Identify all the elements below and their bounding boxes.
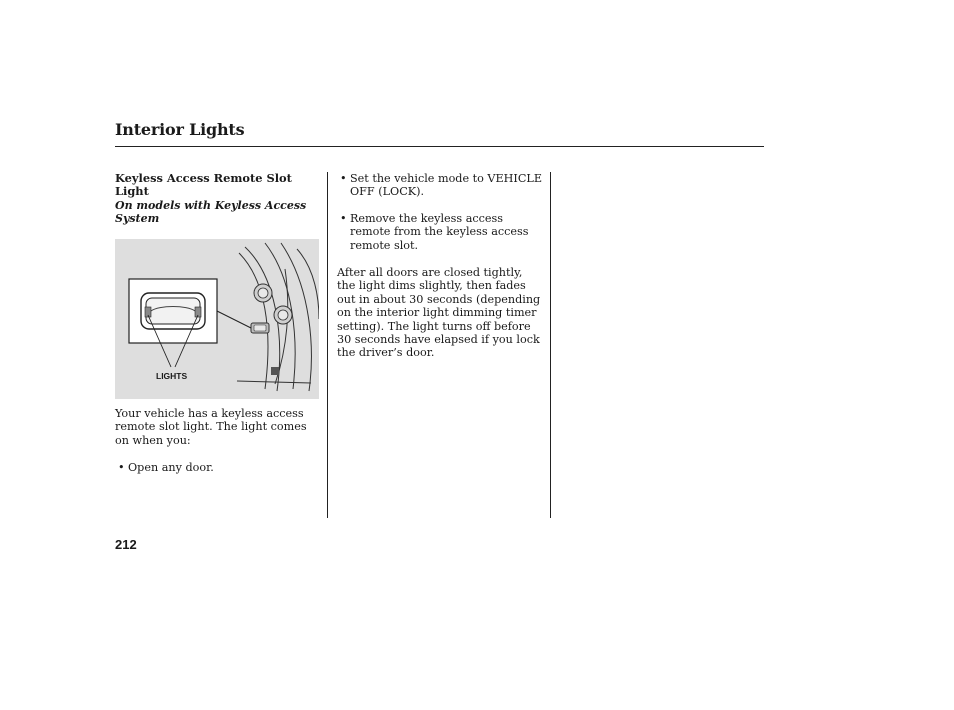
column-divider-left <box>327 172 328 518</box>
timer-paragraph: After all doors are closed tightly, the light dims slightly, then fades out in about 30 seconds (depending on the interior light dimming timer setting). The light turns off before 30 seconds have elapsed if you lock the driver’s door. <box>337 266 541 360</box>
page-title: Interior Lights <box>115 120 245 139</box>
bullet-open-door: • Open any door. <box>115 461 320 474</box>
column-left <box>115 172 320 474</box>
column-divider-right <box>550 172 551 518</box>
page-number: 212 <box>115 537 137 552</box>
bullet-remove-remote: • Remove the keyless access remote from the keyless access remote slot. <box>337 212 544 252</box>
section-subheading: On models with Keyless Access System <box>115 198 307 225</box>
dashboard-drawing <box>115 239 319 399</box>
intro-paragraph: Your vehicle has a keyless access remote slot light. The light comes on when you: <box>115 406 307 447</box>
title-divider <box>115 146 764 147</box>
lights-callout-label: LIGHTS <box>156 370 188 381</box>
slot-light-illustration <box>115 239 319 399</box>
bullet-vehicle-mode: • Set the vehicle mode to VEHICLE OFF (LOCK). <box>337 172 544 199</box>
column-middle <box>337 172 544 360</box>
section-heading: Keyless Access Remote Slot Light <box>115 171 292 199</box>
